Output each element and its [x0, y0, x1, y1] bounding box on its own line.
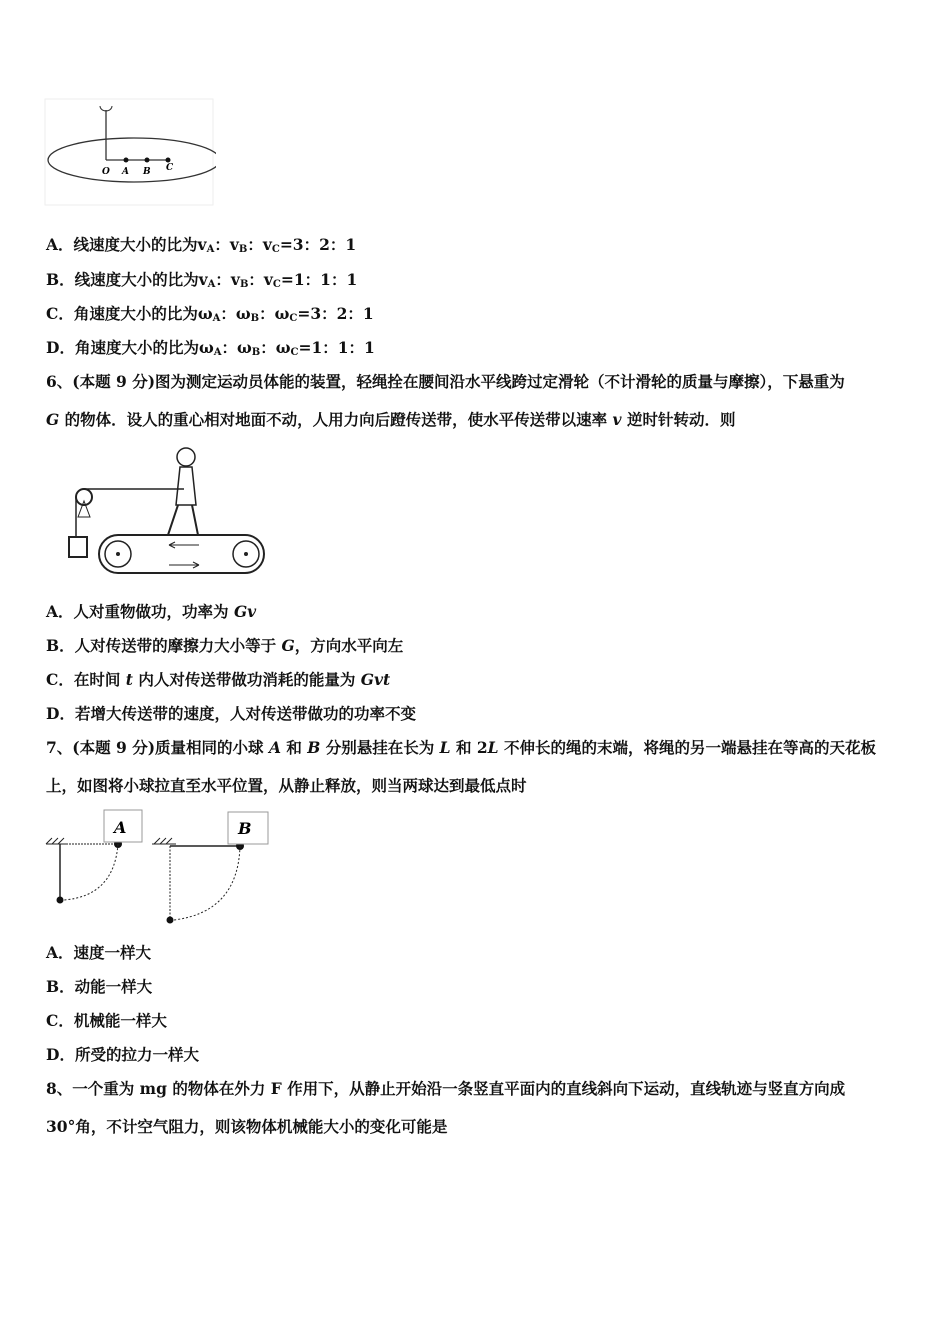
label-c: C — [166, 163, 174, 173]
label-a: A — [122, 167, 129, 177]
q6-option-d[interactable]: D．若增大传送带的速度，人对传送带做功的功率不变 — [46, 704, 416, 723]
q6-option-b[interactable]: B．人对传送带的摩擦力大小等于 G，方向水平向左 — [46, 636, 404, 655]
q7-option-b[interactable]: B．动能一样大 — [46, 977, 153, 996]
q5-option-c[interactable]: C．角速度大小的比为$\omega_A$：$\omega_B$：$\omega_C=3$：2：1 — [46, 304, 374, 324]
q6-option-a[interactable]: A．人对重物做功，功率为 Gv — [46, 602, 257, 621]
label-ball-b: B — [238, 819, 252, 838]
q7-stem-line2: 上，如图将小球拉直至水平位置，从静止释放，则当两球达到最低点时 — [46, 776, 527, 795]
pendulum-figure — [44, 808, 274, 928]
q7-option-c[interactable]: C．机械能一样大 — [46, 1011, 167, 1030]
q5-option-b[interactable]: B．线速度大小的比为$v_A$：$v_B$：$v_C=1$：1：1 — [46, 270, 358, 290]
q8-stem-line2: 30°角，不计空气阻力，则该物体机械能大小的变化可能是 — [46, 1117, 448, 1136]
label-o: O — [102, 167, 110, 177]
q6-stem-line1: 6、(本题 9 分)图为测定运动员体能的装置，轻绳拴在腰间沿水平线跨过定滑轮（不计滑轮的质量与摩擦），下悬重为 — [46, 372, 845, 391]
q6-stem-line2: G 的物体．设人的重心相对地面不动，人用力向后蹬传送带，使水平传送带以速率 v 逆时针转动．则 — [46, 410, 736, 429]
q7-option-d[interactable]: D．所受的拉力一样大 — [46, 1045, 199, 1064]
q5-option-a[interactable]: A．线速度大小的比为$v_A$：$v_B$：$v_C=3$：2：1 — [46, 235, 357, 255]
label-b: B — [143, 167, 151, 177]
conveyor-figure — [64, 445, 274, 585]
q8-stem-line1: 8、一个重为 mg 的物体在外力 F 作用下，从静止开始沿一条竖直平面内的直线斜向下运动，直线轨迹与竖直方向成 — [46, 1079, 846, 1098]
q5-option-d[interactable]: D．角速度大小的比为$\omega_A$：$\omega_B$：$\omega_C=1$：1：1 — [46, 338, 375, 358]
label-ball-a: A — [114, 818, 127, 837]
q7-stem-line1: 7、(本题 9 分)质量相同的小球 A 和 B 分别悬挂在长为 L 和 2L 不伸长的绳的末端，将绳的另一端悬挂在等高的天花板 — [46, 738, 876, 757]
rotating-disk-figure — [44, 98, 216, 208]
q7-option-a[interactable]: A．速度一样大 — [46, 943, 152, 962]
q6-option-c[interactable]: C．在时间 t 内人对传送带做功消耗的能量为 Gvt — [46, 670, 391, 689]
